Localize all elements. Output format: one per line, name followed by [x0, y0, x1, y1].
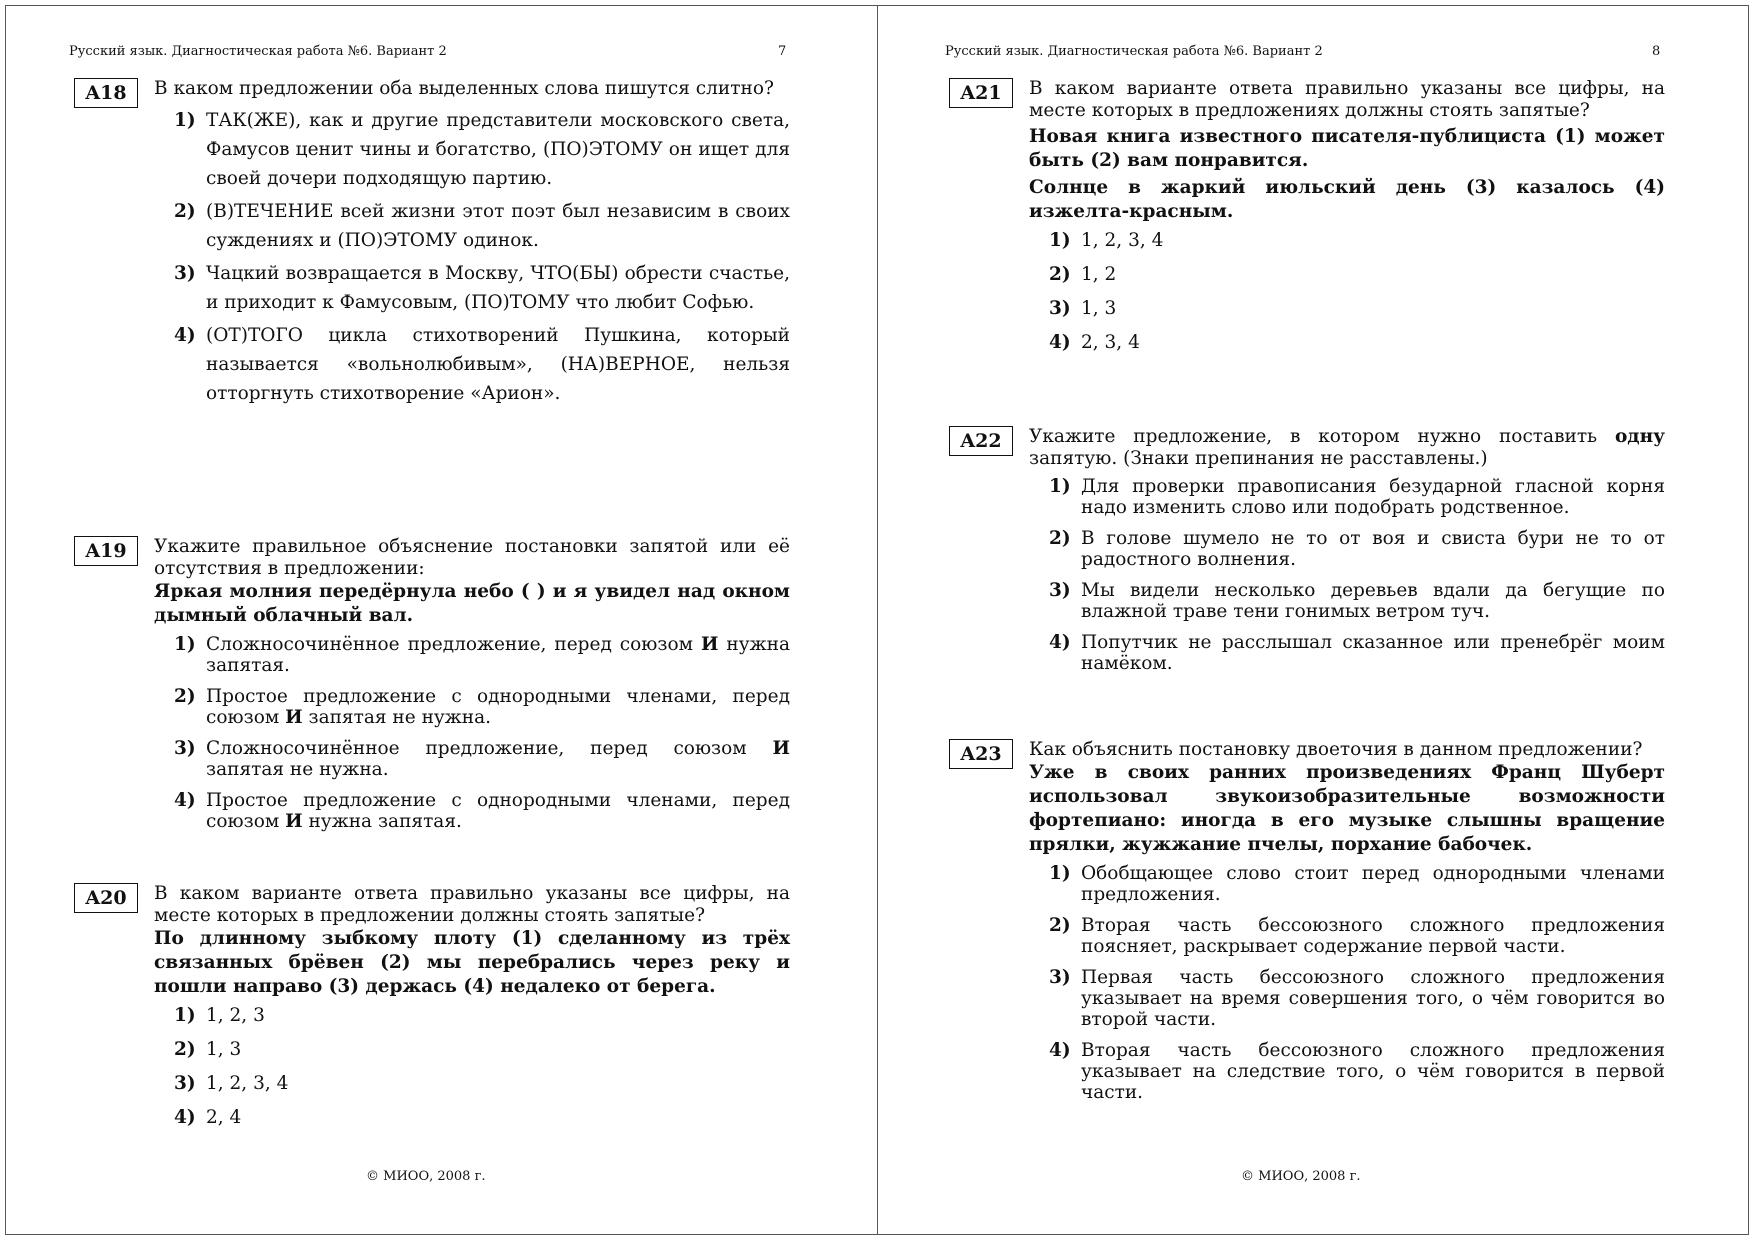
answer-option[interactable]: 2) 1, 3	[174, 1039, 242, 1060]
answer-option[interactable]: 3) 1, 3	[1049, 298, 1117, 319]
answer-option[interactable]: 3) 1, 2, 3, 4	[174, 1073, 289, 1094]
page-right	[877, 5, 1749, 1235]
task-label: A23	[949, 739, 1013, 769]
question-text: Укажите правильное объяснение постановки запятой или её отсутствия в предложении:	[154, 536, 790, 579]
answer-option[interactable]: 2) 1, 2	[1049, 264, 1117, 285]
page-header: Русский язык. Диагностическая работа №6. Вариант 2	[69, 44, 447, 59]
question-text: В каком варианте ответа правильно указаны все цифры, на месте которых в предложениях должны стоять запятые?	[1029, 78, 1665, 121]
page-footer: © МИОО, 2008 г.	[1241, 1169, 1361, 1184]
answer-option[interactable]: 1) 1, 2, 3, 4	[1049, 230, 1164, 251]
answer-option[interactable]: 4) 2, 4	[174, 1107, 242, 1128]
answer-option[interactable]: 1) 1, 2, 3	[174, 1005, 265, 1026]
answer-option[interactable]: 2) Простое предложение с однородными членами, перед союзом И запятая не нужна.	[174, 686, 790, 728]
answer-option[interactable]: 4) (ОТ)ТОГО цикла стихотворений Пушкина, который называется «вольнолюбивым», (НА)ВЕРНОЕ, нельзя отторгнуть стихотворение «Арион».	[174, 325, 790, 404]
question-text: Как объяснить постановку двоеточия в данном предложении?	[1029, 739, 1643, 760]
task-sentence: Уже в своих ранних произведениях Франц Шуберт использовал звукоизобразительные возможности фортепиано: иногда в его музыке слышны вращение прялки, жужжание пчелы, порхание бабочек.	[1029, 762, 1665, 855]
answer-option[interactable]: 1) Сложносочинённое предложение, перед союзом И нужна запятая.	[174, 634, 790, 676]
task-label: A18	[74, 78, 138, 108]
answer-option[interactable]: 3) Чацкий возвращается в Москву, ЧТО(БЫ) обрести счастье, и приходит к Фамусовым, (ПО)ТОМУ что любит Софью.	[174, 263, 790, 313]
question-text: Укажите предложение, в котором нужно поставить одну запятую. (Знаки препинания не расставлены.)	[1029, 426, 1665, 469]
task-label: A22	[949, 426, 1013, 456]
task-label: A21	[949, 78, 1013, 108]
page-number: 8	[1652, 44, 1661, 59]
answer-option[interactable]: 1) Для проверки правописания безударной гласной корня надо изменить слово или подобрать родственное.	[1049, 476, 1665, 518]
answer-option[interactable]: 1) Обобщающее слово стоит перед однородными членами предложения.	[1049, 863, 1665, 905]
page-footer: © МИОО, 2008 г.	[366, 1169, 486, 1184]
answer-option[interactable]: 4) 2, 3, 4	[1049, 332, 1140, 353]
task-sentence: По длинному зыбкому плоту (1) сделанному из трёх связанных брёвен (2) мы перебрались через реку и пошли направо (3) держась (4) недалеко от берега.	[154, 928, 790, 997]
task-label: A19	[74, 536, 138, 566]
task-sentence-2: Солнце в жаркий июльский день (3) казалось (4) изжелта-красным.	[1029, 177, 1665, 222]
answer-option[interactable]: 3) Первая часть бессоюзного сложного предложения указывает на время совершения того, о чём говорится во второй части.	[1049, 967, 1665, 1030]
answer-option[interactable]: 4) Вторая часть бессоюзного сложного предложения указывает на следствие того, о чём говорится в первой части.	[1049, 1040, 1665, 1103]
page-number: 7	[778, 44, 787, 59]
question-text: В каком варианте ответа правильно указаны все цифры, на месте которых в предложении должны стоять запятые?	[154, 883, 790, 926]
answer-option[interactable]: 2) (В)ТЕЧЕНИЕ всей жизни этот поэт был независим в своих суждениях и (ПО)ЭТОМУ одинок.	[174, 201, 790, 251]
question-text: В каком предложении оба выделенных слова пишутся слитно?	[154, 78, 774, 99]
answer-option[interactable]: 3) Сложносочинённое предложение, перед союзом И запятая не нужна.	[174, 738, 790, 780]
answer-option[interactable]: 4) Простое предложение с однородными членами, перед союзом И нужна запятая.	[174, 790, 790, 832]
answer-option[interactable]: 2) Вторая часть бессоюзного сложного предложения поясняет, раскрывает содержание первой части.	[1049, 915, 1665, 957]
task-label: A20	[74, 883, 138, 913]
answer-option[interactable]: 3) Мы видели несколько деревьев вдали да бегущие по влажной траве тени гонимых ветром туч.	[1049, 580, 1665, 622]
answer-option[interactable]: 4) Попутчик не расслышал сказанное или пренебрёг моим намёком.	[1049, 632, 1665, 674]
answer-option[interactable]: 1) ТАК(ЖЕ), как и другие представители московского света, Фамусов ценит чины и богатство, (ПО)ЭТОМУ он ищет для своей дочери подходящую партию.	[174, 110, 790, 189]
answer-option[interactable]: 2) В голове шумело не то от воя и свиста бури не то от радостного волнения.	[1049, 528, 1665, 570]
page-left	[5, 5, 879, 1235]
page-header: Русский язык. Диагностическая работа №6. Вариант 2	[945, 44, 1323, 59]
task-sentence: Яркая молния передёрнула небо ( ) и я увидел над окном дымный облачный вал.	[154, 581, 790, 626]
task-sentence: Новая книга известного писателя-публициста (1) может быть (2) вам понравится.	[1029, 126, 1665, 171]
